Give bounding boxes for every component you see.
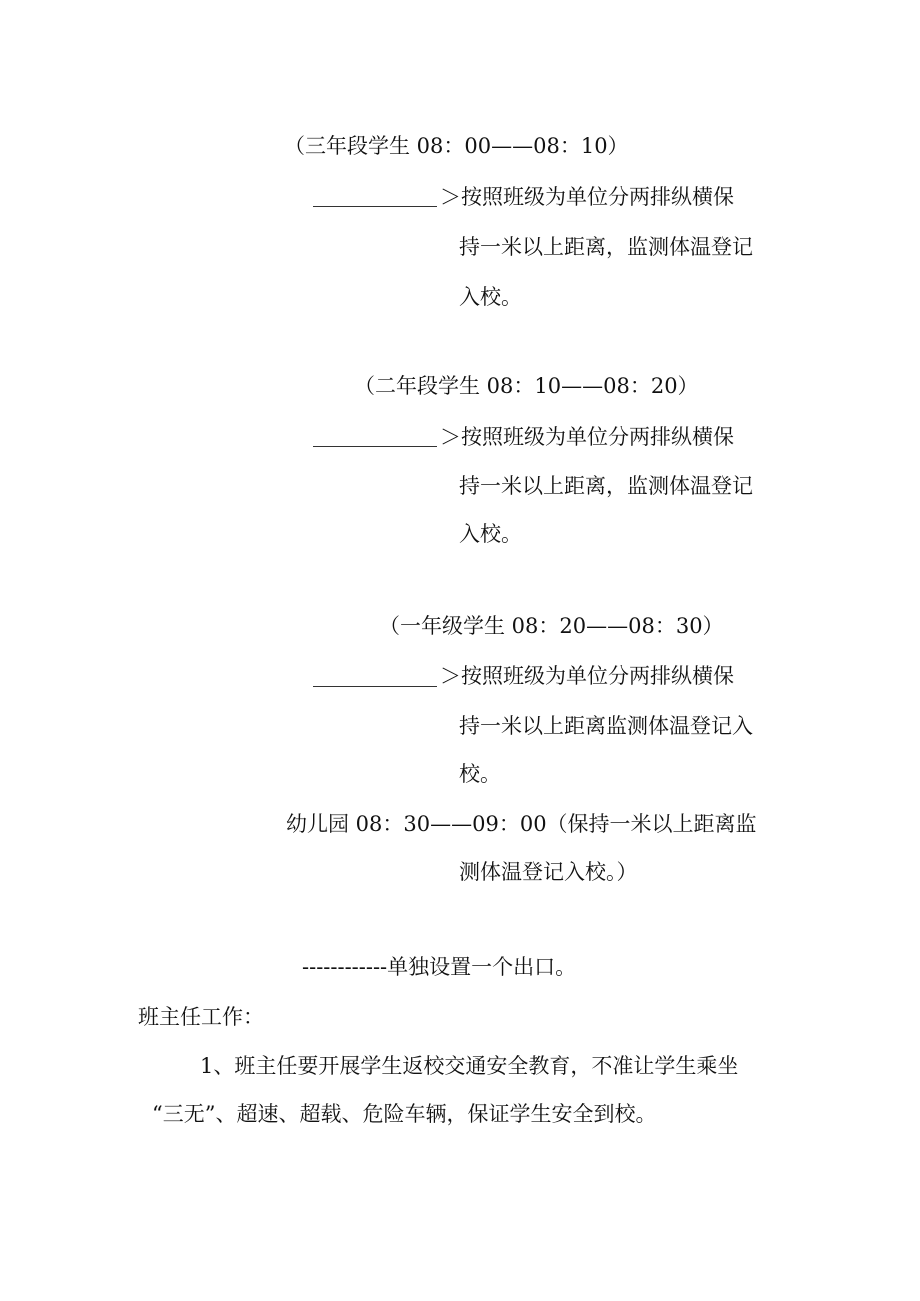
exit-line: ------------单独设置一个出口。 (302, 955, 577, 979)
grade2-blank-line (313, 446, 437, 447)
grade3-header: （三年段学生 08：00——08：10） (284, 134, 629, 158)
grade2-arrow-text: ＞按照班级为单位分两排纵横保 (440, 425, 734, 449)
item1-line-1: 1、班主任要开展学生返校交通安全教育，不准让学生乘坐 (200, 1054, 739, 1078)
grade3-arrow-text: ＞按照班级为单位分两排纵横保 (440, 185, 734, 209)
grade1-blank-line (313, 686, 437, 687)
grade2-continuation-1: 持一米以上距离，监测体温登记 (459, 474, 753, 498)
grade2-continuation-2: 入校。 (459, 522, 522, 546)
grade1-continuation-1: 持一米以上距离监测体温登记入 (459, 714, 753, 738)
section-title: 班主任工作： (138, 1005, 264, 1029)
grade3-blank-line (313, 206, 437, 207)
grade1-header: （一年级学生 08：20——08：30） (379, 614, 724, 638)
grade2-header: （二年段学生 08：10——08：20） (354, 374, 699, 398)
grade3-continuation-1: 持一米以上距离，监测体温登记 (459, 235, 753, 259)
grade1-arrow-text: ＞按照班级为单位分两排纵横保 (440, 664, 734, 688)
grade3-continuation-2: 入校。 (459, 285, 522, 309)
kindergarten-line-2: 测体温登记入校。） (459, 860, 638, 884)
item1-line-2: “三无”、超速、超载、危险车辆，保证学生安全到校。 (152, 1102, 657, 1126)
kindergarten-line-1: 幼儿园 08：30——09：00（保持一米以上距离监 (286, 812, 757, 836)
grade1-continuation-2: 校。 (459, 762, 501, 786)
